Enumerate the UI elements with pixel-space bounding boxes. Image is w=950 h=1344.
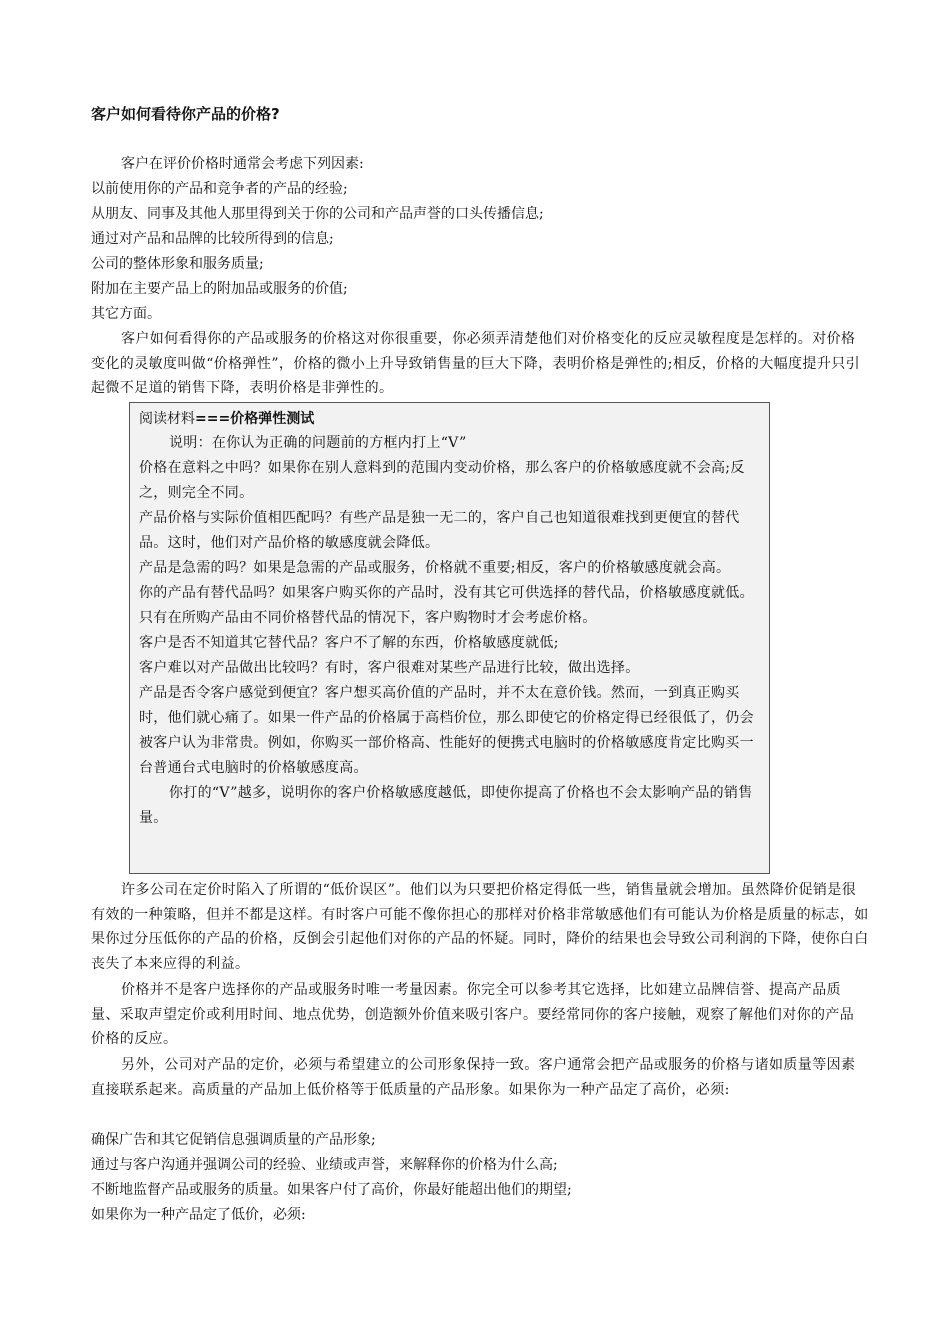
not-only-factor-paragraph: 价格并不是客户选择你的产品或服务时唯一考量因素。你完全可以参考其它选择，比如建立品牌信誉、提高产品质量、采取声望定价或利用时间、地点优势，创造额外价值来吸引客户。要经常同你的客户接触，观察了解他们对你的产品价格的反应。: [91, 982, 855, 1047]
elasticity-paragraph: 客户如何看得你的产品或服务的价格这对你很重要，你必须弄清楚他们对价格变化的反应灵敏程度是怎样的。对价格变化的灵敏度叫做“价格弹性”，价格的微小上升导致销售量的巨大下降，表明价格是弹性的;相反，价格的大幅度提升只引起微不足道的销售下降，表明价格是非弹性的。: [91, 331, 861, 396]
high-price-item: 确保广告和其它促销信息强调质量的产品形象;: [91, 1132, 376, 1148]
box-question-item: 你的产品有替代品吗？如果客户购买你的产品时，没有其它可供选择的替代品，价格敏感度就低。只有在所购产品由不同价格替代品的情况下，客户购物时才会考虑价格。: [139, 585, 754, 626]
box-question-item: 客户是否不知道其它替代品？客户不了解的东西，价格敏感度就低;: [139, 635, 559, 651]
low-price-intro: 如果你为一种产品定了低价，必须:: [91, 1207, 306, 1223]
box-question-item: 客户难以对产品做出比较吗？有时，客户很难对某些产品进行比较，做出选择。: [139, 660, 640, 676]
factor-item: 从朋友、同事及其他人那里得到关于你的公司和产品声誉的口头传播信息;: [91, 206, 544, 222]
factor-item: 以前使用你的产品和竞争者的产品的经验;: [91, 181, 348, 197]
box-question-item: 产品是急需的吗？如果是急需的产品或服务，价格就不重要;相反，客户的价格敏感度就会高。: [139, 560, 731, 576]
high-price-item: 通过与客户沟通并强调公司的经验、业绩或声誉，来解释你的价格为什么高;: [91, 1157, 558, 1173]
box-heading: 价格弹性测试: [230, 411, 315, 427]
factor-item: 公司的整体形象和服务质量;: [91, 256, 264, 272]
box-title: [139, 407, 759, 431]
factors-intro: 客户在评价价格时通常会考虑下列因素:: [121, 156, 364, 172]
box-separator: ===: [195, 411, 231, 427]
factor-item: 附加在主要产品上的附加品或服务的价值;: [91, 281, 348, 297]
box-label: 阅读材料: [139, 411, 195, 427]
factor-item: 其它方面。: [91, 306, 161, 322]
high-price-item: 不断地监督产品或服务的质量。如果客户付了高价，你最好能超出他们的期望;: [91, 1182, 572, 1198]
box-question-item: 价格在意料之中吗？如果你在别人意料到的范围内变动价格，那么客户的价格敏感度就不会高;反之，则完全不同。: [139, 460, 745, 501]
box-question-item: 产品价格与实际价值相匹配吗？有些产品是独一无二的，客户自己也知道很难找到更便宜的替代品。这时，他们对产品价格的敏感度就会降低。: [139, 510, 740, 551]
low-price-paragraph: 许多公司在定价时陷入了所谓的“低价误区”。他们以为只要把价格定得低一些，销售量就会增加。虽然降价促销是很有效的一种策略，但并不都是这样。有时客户可能不像你担心的那样对价格非常敏感他们有可能认为价格是质量的标志，如果你过分压低你的产品的价格，反倒会引起他们对你的产品的怀疑。同时，降价的结果也会导致公司利润的下降，使你白白丧失了本来应得的利益。: [91, 882, 869, 972]
box-instruction: 说明：在你认为正确的问题前的方框内打上“V”: [169, 435, 467, 451]
page-title: 客户如何看待你产品的价格?: [91, 105, 280, 123]
reading-material-box: [129, 402, 770, 874]
factor-item: 通过对产品和品牌的比较所得到的信息;: [91, 231, 334, 247]
box-question-item: 产品是否令客户感觉到便宜？客户想买高价值的产品时，并不太在意价钱。然而，一到真正购买时，他们就心痛了。如果一件产品的价格属于高档价位，那么即使它的价格定得已经很低了，仍会被客户认为非常贵。例如，你购买一部价格高、性能好的便携式电脑时的价格敏感度肯定比购买一台普通台式电脑时的价格敏感度高。: [139, 685, 754, 776]
image-paragraph: 另外，公司对产品的定价，必须与希望建立的公司形象保持一致。客户通常会把产品或服务的价格与诸如质量等因素直接联系起来。高质量的产品加上低价格等于低质量的产品形象。如果你为一种产品定了高价，必须:: [91, 1057, 856, 1098]
box-conclusion: 你打的“V”越多，说明你的客户价格敏感度越低，即使你提高了价格也不会太影响产品的销售量。: [139, 785, 753, 826]
